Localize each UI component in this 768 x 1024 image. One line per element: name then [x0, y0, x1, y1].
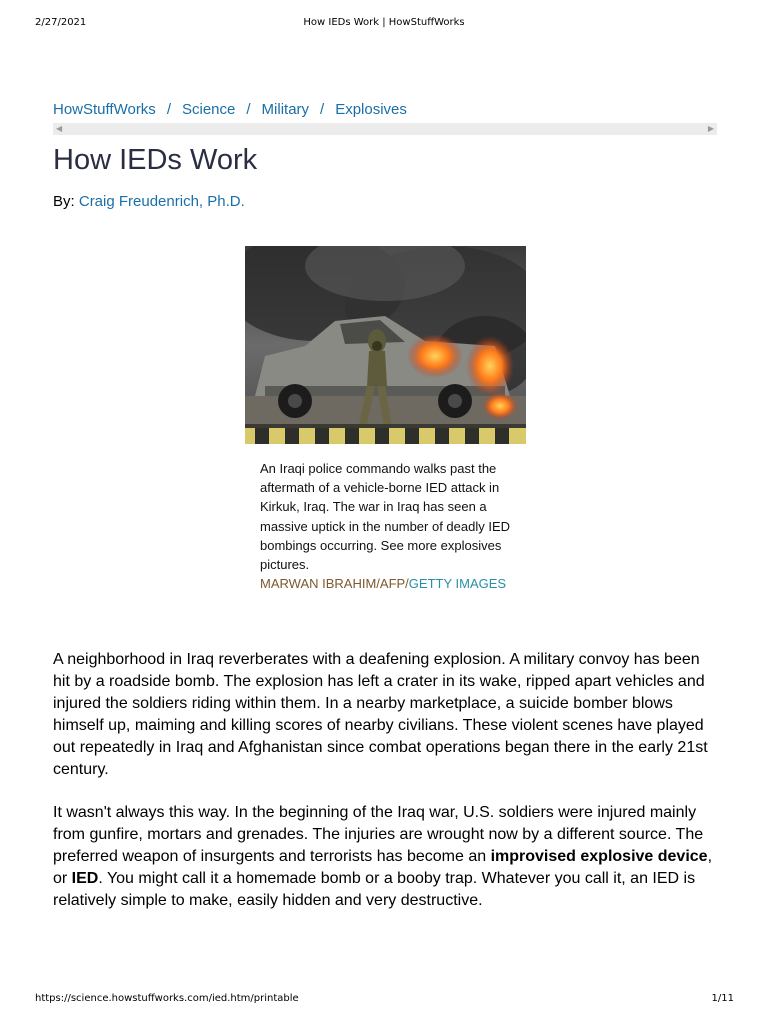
p2-text-c: . You might call it a homemade bomb or a booby trap. Whatever you call it, an IED is relatively simple to make, easily hidden and very destructive. — [53, 870, 696, 909]
breadcrumb-separator: / — [246, 101, 251, 118]
page-number: 1/11 — [711, 993, 734, 1004]
page-title: How IEDs Work — [53, 144, 258, 176]
breadcrumb-separator: / — [320, 101, 325, 118]
p2-text-a: It wasn't always this way. In the beginning of the Iraq war, U.S. soldiers were injured mainly from gunfire, mortars and grenades. The injuries are wrought now by a different source. The preferred weapon of insurgents and terrorists has become an — [53, 804, 704, 865]
print-url: https://science.howstuffworks.com/ied.htm/printable — [35, 993, 299, 1004]
print-date: 2/27/2021 — [35, 17, 87, 28]
breadcrumb-howstuffworks[interactable]: HowStuffWorks — [53, 101, 156, 118]
scroll-right-icon[interactable]: ▶ — [707, 124, 714, 133]
byline — [53, 193, 245, 210]
body-paragraph-1: A neighborhood in Iraq reverberates with a deafening explosion. A military convoy has been hit by a roadside bomb. The explosion has left a crater in its wake, ripped apart vehicles and injured the soldiers riding within them. In a nearby marketplace, a suicide bomber blows himself up, maiming and killing scores of nearby civilians. These violent scenes have played out repeatedly in Iraq and Afghanistan since combat operations began there in the early 21st century. — [53, 651, 708, 778]
author-link[interactable]: Craig Freudenrich, Ph.D. — [78, 193, 245, 210]
p2-text-b: , or — [53, 848, 713, 887]
horizontal-scrollbar[interactable] — [53, 123, 717, 135]
print-title: How IEDs Work | HowStuffWorks — [303, 17, 465, 28]
byline-prefix: By: — [53, 193, 75, 210]
article-photo — [245, 246, 526, 444]
body-paragraph-2 — [53, 802, 717, 912]
image-caption — [260, 459, 520, 593]
p2-term-ied: IED — [71, 870, 99, 887]
p2-term-improvised-explosive-device: improvised explosive device — [490, 848, 708, 865]
photo-credit: MARWAN IBRAHIM/AFP/ — [260, 576, 409, 592]
scroll-left-icon[interactable]: ◀ — [56, 124, 63, 133]
breadcrumb-separator: / — [166, 101, 171, 118]
breadcrumb-military[interactable]: Military — [261, 101, 310, 118]
breadcrumb-explosives[interactable]: Explosives — [335, 101, 407, 118]
breadcrumb — [53, 101, 407, 118]
photo-illustration — [245, 246, 526, 444]
photo-credit-link[interactable]: GETTY IMAGES — [408, 576, 507, 592]
caption-text: An Iraqi police commando walks past the aftermath of a vehicle-borne IED attack in Kirkuk, Iraq. The war in Iraq has seen a massive uptick in the number of deadly IED bombings occurring. See more explosives pictures. — [260, 461, 511, 573]
breadcrumb-science[interactable]: Science — [181, 101, 236, 118]
